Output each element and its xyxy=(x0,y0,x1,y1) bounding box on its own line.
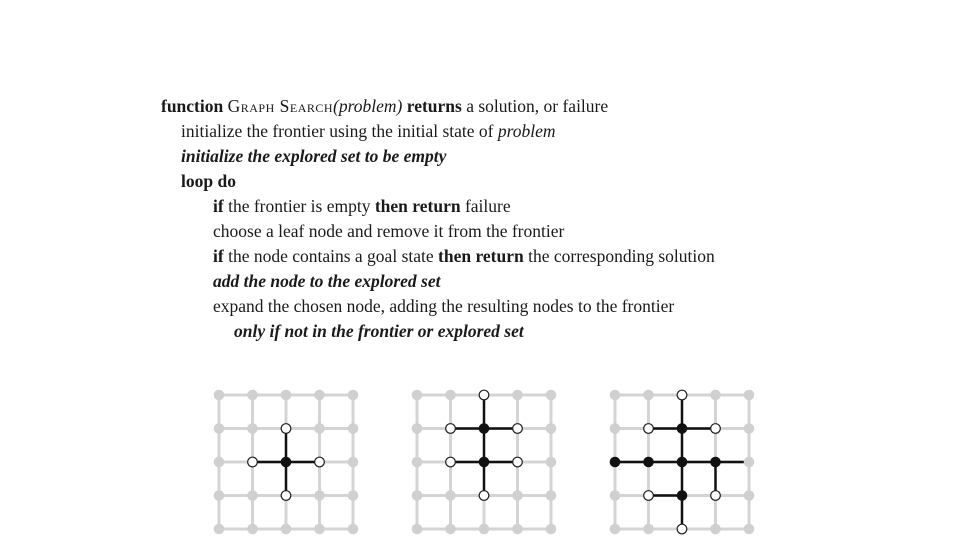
search-grid-2 xyxy=(412,390,557,535)
unexplored-node xyxy=(214,423,225,434)
unexplored-node xyxy=(348,423,359,434)
unexplored-node xyxy=(610,390,621,401)
unexplored-node xyxy=(445,524,456,535)
unexplored-node xyxy=(744,457,755,468)
unexplored-node xyxy=(643,390,654,401)
unexplored-node xyxy=(412,423,423,434)
init-frontier-param: problem xyxy=(497,121,556,141)
unexplored-node xyxy=(412,390,423,401)
unexplored-node xyxy=(546,423,557,434)
init-frontier-line xyxy=(161,119,715,144)
unexplored-node xyxy=(744,490,755,501)
explored-node xyxy=(710,457,721,468)
choose-line: choose a leaf node and remove it from the frontier xyxy=(213,221,565,241)
explored-node xyxy=(643,457,654,468)
unexplored-node xyxy=(610,524,621,535)
add-explored-line: add the node to the explored set xyxy=(213,271,441,291)
unexplored-node xyxy=(348,490,359,501)
unexplored-node xyxy=(610,423,621,434)
frontier-node xyxy=(446,424,456,434)
frontier-node xyxy=(644,424,654,434)
returns-keyword: returns xyxy=(406,96,462,116)
if-goal-result: the corresponding solution xyxy=(528,246,715,266)
unexplored-node xyxy=(445,390,456,401)
unexplored-node xyxy=(214,524,225,535)
then-return-keyword: then return xyxy=(374,196,461,216)
only-if-line: only if not in the frontier or explored set xyxy=(234,321,524,341)
unexplored-node xyxy=(281,524,292,535)
if-empty-result: failure xyxy=(464,196,511,216)
if-empty-condition: the frontier is empty xyxy=(228,196,371,216)
returns-description: a solution, or failure xyxy=(466,96,609,116)
unexplored-node xyxy=(214,490,225,501)
init-frontier-text: initialize the frontier using the initial state of xyxy=(181,121,494,141)
function-keyword: function xyxy=(161,96,224,116)
init-explored-line: initialize the explored set to be empty xyxy=(181,146,447,166)
unexplored-node xyxy=(643,524,654,535)
unexplored-node xyxy=(247,524,258,535)
if-empty-line xyxy=(161,194,715,219)
then-return-keyword: then return xyxy=(438,246,524,266)
frontier-node xyxy=(281,491,291,501)
frontier-node xyxy=(315,457,325,467)
frontier-node xyxy=(513,424,523,434)
explored-node xyxy=(677,423,688,434)
unexplored-node xyxy=(281,390,292,401)
frontier-node xyxy=(248,457,258,467)
frontier-node xyxy=(513,457,523,467)
frontier-node xyxy=(479,491,489,501)
unexplored-node xyxy=(247,490,258,501)
explored-node xyxy=(479,423,490,434)
search-grid-1 xyxy=(214,390,359,535)
frontier-node xyxy=(644,491,654,501)
unexplored-node xyxy=(314,423,325,434)
frontier-node xyxy=(677,524,687,534)
unexplored-node xyxy=(314,390,325,401)
unexplored-node xyxy=(744,390,755,401)
frontier-node xyxy=(479,390,489,400)
unexplored-node xyxy=(744,524,755,535)
unexplored-node xyxy=(247,390,258,401)
unexplored-node xyxy=(546,390,557,401)
unexplored-node xyxy=(214,390,225,401)
unexplored-node xyxy=(546,457,557,468)
function-name: Graph Search xyxy=(227,96,334,116)
explored-node xyxy=(677,490,688,501)
frontier-node xyxy=(711,491,721,501)
unexplored-node xyxy=(314,490,325,501)
if-keyword: if xyxy=(213,246,224,266)
function-header-line xyxy=(161,94,715,119)
if-keyword: if xyxy=(213,196,224,216)
loop-line: loop do xyxy=(181,171,236,191)
unexplored-node xyxy=(479,524,490,535)
if-goal-condition: the node contains a goal state xyxy=(228,246,434,266)
graph-search-pseudocode xyxy=(161,94,715,344)
frontier-node xyxy=(446,457,456,467)
unexplored-node xyxy=(445,490,456,501)
search-grid-3 xyxy=(610,390,755,535)
unexplored-node xyxy=(710,390,721,401)
unexplored-node xyxy=(412,524,423,535)
unexplored-node xyxy=(512,524,523,535)
unexplored-node xyxy=(314,524,325,535)
unexplored-node xyxy=(412,457,423,468)
expand-line: expand the chosen node, adding the resulting nodes to the frontier xyxy=(213,296,675,316)
unexplored-node xyxy=(546,524,557,535)
unexplored-node xyxy=(348,457,359,468)
explored-node xyxy=(677,457,688,468)
unexplored-node xyxy=(247,423,258,434)
explored-node xyxy=(610,457,621,468)
unexplored-node xyxy=(546,490,557,501)
unexplored-node xyxy=(744,423,755,434)
function-param: (problem) xyxy=(333,96,403,116)
explored-node xyxy=(281,457,292,468)
frontier-node xyxy=(281,424,291,434)
unexplored-node xyxy=(348,524,359,535)
unexplored-node xyxy=(348,390,359,401)
unexplored-node xyxy=(412,490,423,501)
unexplored-node xyxy=(512,490,523,501)
unexplored-node xyxy=(214,457,225,468)
unexplored-node xyxy=(710,524,721,535)
if-goal-line xyxy=(161,244,715,269)
frontier-node xyxy=(677,390,687,400)
frontier-node xyxy=(711,424,721,434)
explored-node xyxy=(479,457,490,468)
unexplored-node xyxy=(610,490,621,501)
unexplored-node xyxy=(512,390,523,401)
